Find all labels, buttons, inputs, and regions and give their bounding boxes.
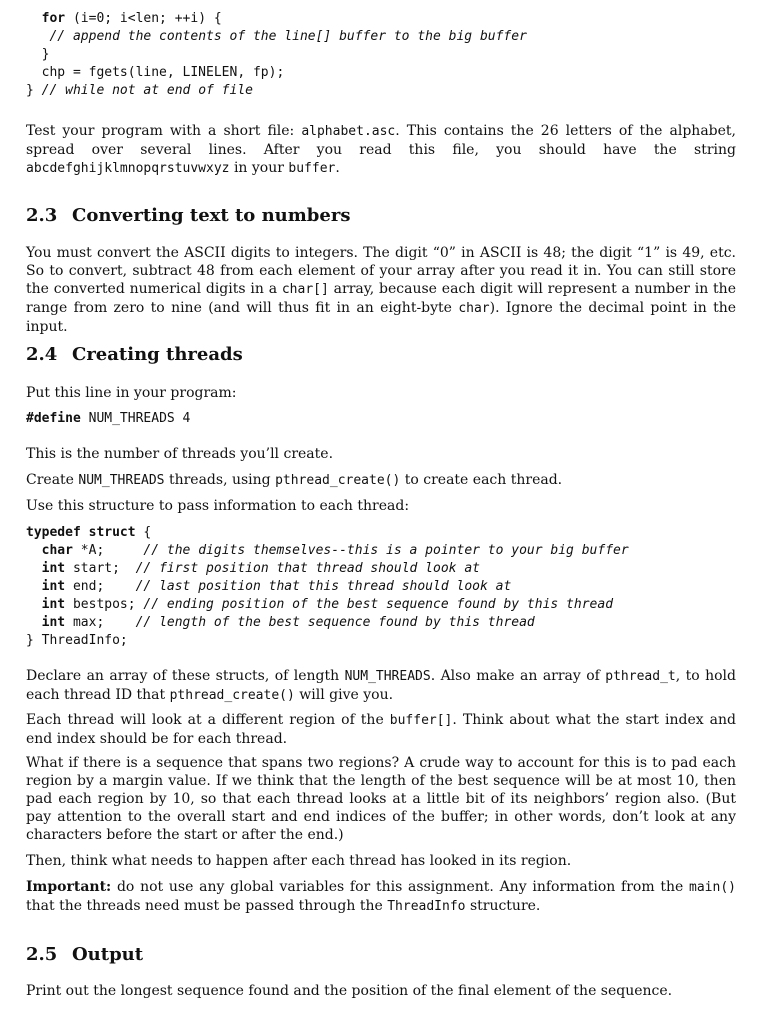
code-line: int start; // first position that thread should look at [41,561,480,576]
paragraph-use-structure: Use this structure to pass information to each thread: [26,498,410,514]
paragraph-declare-array: Declare an array of these structs, of length NUM_THREADS. Also make an array of pthread_t, to hold each thread ID that pthread_create() will give you. [26,668,736,703]
section-heading-2-5: 2.5 Output [26,944,144,965]
code-line: } ThreadInfo; [26,633,128,648]
section-heading-2-4: 2.4 Creating threads [26,344,243,365]
code-block-loop [26,10,527,100]
code-line: for (i=0; i<len; ++i) { [41,11,222,26]
code-line: typedef struct { [26,525,152,540]
paragraph-each-thread: Each thread will look at a different region of the buffer[]. Think about what the start index and end index should be for each thread. [26,712,736,747]
code-line: int end; // last position that this thread should look at [41,579,512,594]
code-line: } // while not at end of file [26,83,253,98]
paragraph-then: Then, think what needs to happen after each thread has looked in its region. [26,853,572,869]
paragraph-convert: You must convert the ASCII digits to integers. The digit “0” in ASCII is 48; the digit “1” is 49, etc. So to convert, subtract 48 from each element of your array after you read it in. You can still store the converted numerical digits in a char[] array, because each digit will represent a number in the range from zero to nine (and will thus fit in an eight-byte char). Ignore the decimal point in the input. [26,245,736,335]
code-block-struct [26,524,629,650]
code-line: chp = fgets(line, LINELEN, fp); [26,65,285,80]
paragraph-important: Important: do not use any global variables for this assignment. Any information from the main() that the threads need must be passed through the ThreadInfo structure. [26,879,736,914]
code-line: char *A; // the digits themselves--this is a pointer to your big buffer [41,543,629,558]
code-line: } [26,47,50,62]
paragraph-create-threads: Create NUM_THREADS threads, using pthread_create() to create each thread. [26,472,563,488]
code-define: #define NUM_THREADS 4 [26,411,191,426]
paragraph-num-threads: This is the number of threads you’ll create. [26,446,334,462]
paragraph-put-line: Put this line in your program: [26,385,237,401]
paragraph-output: Print out the longest sequence found and the position of the final element of the sequence. [26,983,673,999]
section-heading-2-3: 2.3 Converting text to numbers [26,205,351,226]
paragraph-test-file: Test your program with a short file: alphabet.asc. This contains the 26 letters of the alphabet, spread over several lines. After you read this file, you should have the string abcdefghijklmnopqrstuvwxyz in your buffer. [26,123,736,176]
code-line: // append the contents of the line[] buffer to the big buffer [49,29,527,44]
code-line: int max; // length of the best sequence found by this thread [41,615,535,630]
paragraph-spanning-regions: What if there is a sequence that spans two regions? A crude way to account for this is to pad each region by a margin value. If we think that the length of the best sequence will be at most 10, then pad each region by 10, so that each thread looks at a little bit of its neighbors’ region also. (But pay attention to the overall start and end indices of the buffer; in other words, don’t look at any characters before the start or after the end.) [26,755,736,843]
code-line: int bestpos; // ending position of the best sequence found by this thread [41,597,614,612]
